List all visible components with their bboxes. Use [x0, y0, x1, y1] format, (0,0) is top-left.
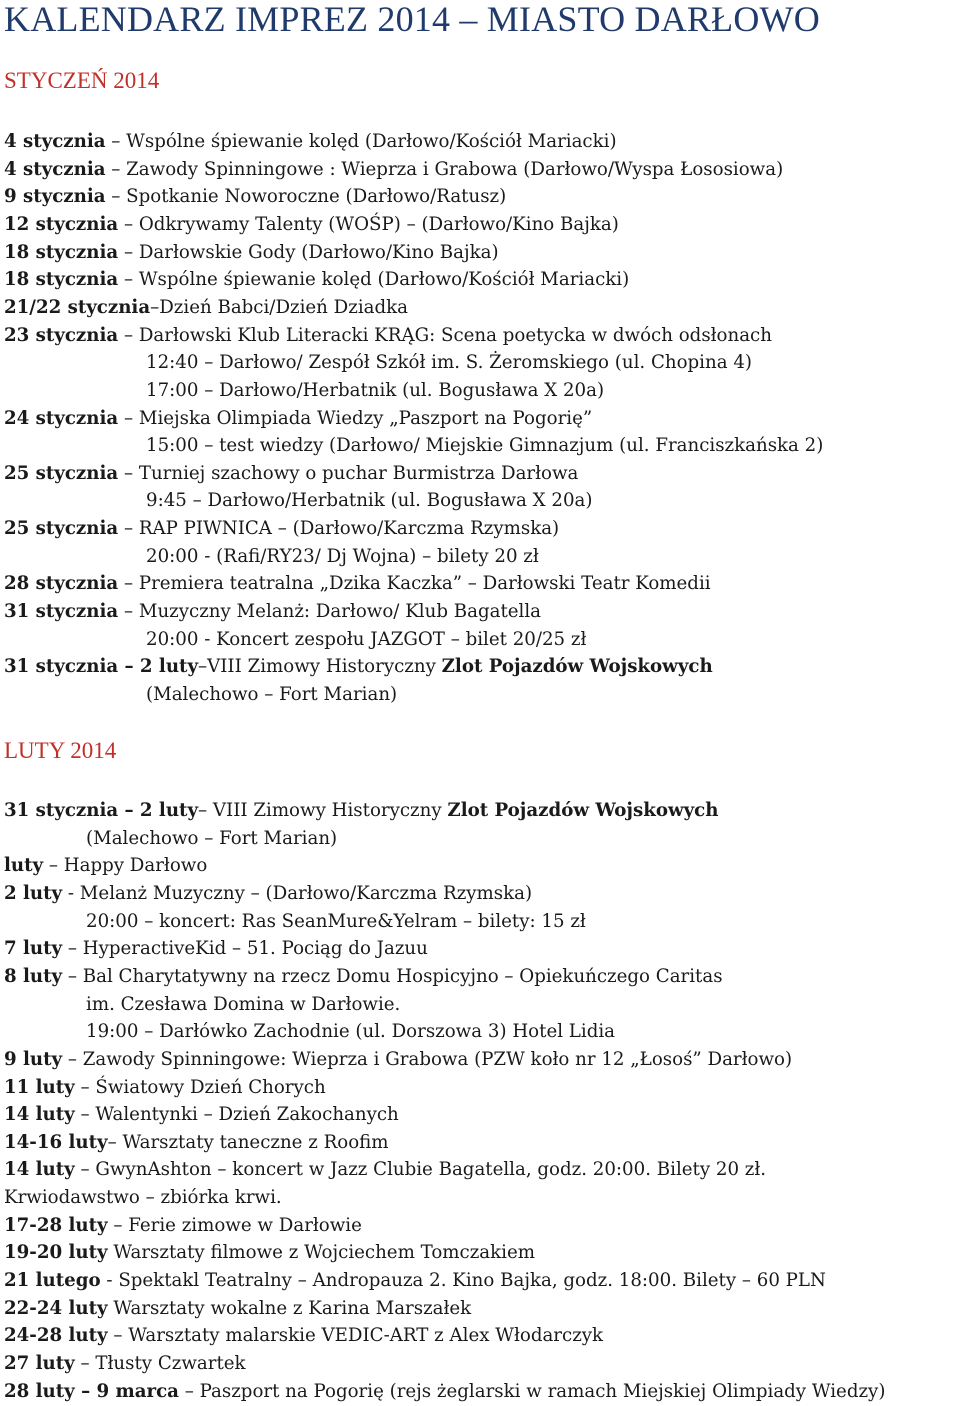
event-line — [4, 966, 723, 988]
event-line — [86, 994, 400, 1016]
event-line — [146, 352, 752, 374]
event-description: 12:40 – Darłowo/ Zespół Szkół im. S. Żeromskiego (ul. Chopina 4) — [146, 352, 752, 374]
event-line — [4, 938, 428, 960]
event-line — [4, 1077, 326, 1099]
event-line — [4, 800, 718, 822]
event-line — [4, 1215, 362, 1237]
event-date: 31 stycznia – 2 luty — [4, 656, 199, 678]
event-description: – Światowy Dzień Chorych — [74, 1076, 326, 1098]
event-line — [4, 883, 532, 905]
event-line — [4, 1242, 535, 1264]
event-date: 4 stycznia — [4, 131, 106, 152]
event-date: 21/22 stycznia — [4, 296, 151, 318]
event-description: – Zawody Spinningowe: Wieprza i Grabowa (PZW koło nr 12 „Łosoś” Darłowo) — [62, 1048, 793, 1070]
event-description: (Malechowo – Fort Marian) — [86, 827, 338, 849]
event-line — [4, 159, 783, 181]
event-date: 9 stycznia — [4, 186, 106, 208]
event-date: 25 stycznia — [4, 462, 119, 484]
event-line — [4, 1270, 826, 1292]
event-line — [4, 518, 559, 540]
event-description: 15:00 – test wiedzy (Darłowo/ Miejskie Gimnazjum (ul. Franciszkańska 2) — [146, 435, 824, 457]
page-title: KALENDARZ IMPREZ 2014 – MIASTO DARŁOWO — [4, 0, 820, 39]
event-description: 17:00 – Darłowo/Herbatnik (ul. Bogusława X 20a) — [146, 379, 605, 401]
event-line — [4, 573, 711, 595]
event-date: 2 luty — [4, 882, 63, 904]
event-line — [4, 297, 408, 319]
event-description: Warsztaty wokalne z Karina Marszałek — [107, 1297, 472, 1319]
event-description: – Wspólne śpiewanie kolęd (Darłowo/Kościół Mariacki) — [118, 269, 630, 291]
event-description: – Premiera teatralna „Dzika Kaczka” – Darłowski Teatr Komedii — [118, 573, 711, 595]
event-description: – RAP PIWNICA – (Darłowo/Karczma Rzymska) — [118, 518, 560, 540]
event-date: 4 stycznia — [4, 158, 106, 180]
event-date: 17-28 luty — [4, 1214, 108, 1236]
event-line — [146, 490, 593, 512]
event-description: - Melanż Muzyczny – (Darłowo/Karczma Rzymska) — [62, 882, 533, 904]
event-date: 7 luty — [4, 938, 63, 960]
event-date: 14 luty — [4, 1104, 75, 1126]
event-description: – Darłowski Klub Literacki KRĄG: Scena poetycka w dwóch odsłonach — [118, 324, 772, 346]
event-description: – Warsztaty taneczne z Roofim — [107, 1131, 389, 1153]
event-line — [146, 435, 823, 457]
event-line — [4, 1049, 792, 1071]
event-date: 28 luty – 9 marca — [4, 1380, 179, 1402]
event-line — [4, 1104, 399, 1126]
event-line — [86, 911, 586, 933]
event-line — [146, 380, 604, 402]
event-date: 25 stycznia — [4, 518, 119, 540]
event-line — [4, 1325, 603, 1347]
event-date: 12 stycznia — [4, 213, 119, 235]
event-line — [4, 186, 506, 208]
event-description: – Wspólne śpiewanie kolęd (Darłowo/Kościół Mariacki) — [105, 131, 617, 152]
event-description: (Malechowo – Fort Marian) — [146, 684, 398, 705]
event-line — [4, 463, 578, 485]
event-description: – Odkrywamy Talenty (WOŚP) – (Darłowo/Kino Bajka) — [118, 213, 619, 235]
event-date: 21 lutego — [4, 1270, 101, 1292]
event-highlight: Zlot Pojazdów Wojskowych — [441, 656, 713, 678]
section-heading: STYCZEŃ 2014 — [4, 68, 160, 93]
event-line — [4, 325, 772, 347]
event-line — [4, 1159, 766, 1181]
event-description: im. Czesława Domina w Darłowie. — [86, 993, 401, 1015]
event-line — [4, 601, 541, 623]
event-line — [4, 242, 499, 264]
event-description: – Paszport na Pogorię (rejs żeglarski w ramach Miejskiej Olimpiady Wiedzy) — [178, 1380, 886, 1402]
event-line — [4, 269, 629, 291]
event-line — [4, 1132, 389, 1154]
event-description: –VIII Zimowy Historyczny — [198, 656, 442, 678]
event-date: 9 luty — [4, 1048, 63, 1070]
event-description: – GwynAshton – koncert w Jazz Clubie Bagatella, godz. 20:00. Bilety 20 zł. — [74, 1159, 767, 1181]
event-description: – Zawody Spinningowe : Wieprza i Grabowa (Darłowo/Wyspa Łososiowa) — [105, 158, 784, 180]
event-line — [4, 131, 617, 153]
event-date: 22-24 luty — [4, 1297, 108, 1319]
event-description: Krwiodawstwo – zbiórka krwi. — [4, 1187, 282, 1209]
event-description: – Turniej szachowy o puchar Burmistrza Darłowa — [118, 462, 579, 484]
event-description: 20:00 - Koncert zespołu JAZGOT – bilet 20/25 zł — [146, 628, 587, 650]
event-description: – Bal Charytatywny na rzecz Domu Hospicyjno – Opiekuńczego Caritas — [62, 965, 723, 987]
section-heading: LUTY 2014 — [4, 738, 117, 763]
event-line — [146, 629, 586, 651]
event-description: – Warsztaty malarskie VEDIC-ART z Alex Włodarczyk — [107, 1325, 604, 1347]
event-description: – VIII Zimowy Historyczny — [198, 800, 448, 821]
event-line — [4, 1353, 246, 1375]
event-line — [4, 656, 713, 678]
event-date: 14-16 luty — [4, 1131, 108, 1153]
event-description: – Darłowskie Gody (Darłowo/Kino Bajka) — [118, 241, 499, 263]
event-date: 31 stycznia – 2 luty — [4, 800, 199, 821]
event-description: –Dzień Babci/Dzień Dziadka — [150, 296, 409, 318]
event-line — [146, 546, 539, 568]
event-date: 28 stycznia — [4, 573, 119, 595]
event-date: 23 stycznia — [4, 324, 119, 346]
event-description: - Spektakl Teatralny – Andropauza 2. Kino Bajka, godz. 18:00. Bilety – 60 PLN — [100, 1270, 826, 1292]
event-date: 18 stycznia — [4, 241, 119, 263]
event-date: 14 luty — [4, 1159, 75, 1181]
event-description: 20:00 – koncert: Ras SeanMure&Yelram – bilety: 15 zł — [86, 910, 586, 932]
event-description: 20:00 - (Rafi/RY23/ Dj Wojna) – bilety 20 zł — [146, 545, 539, 567]
event-line — [4, 855, 207, 877]
event-line — [4, 408, 592, 430]
event-highlight: Zlot Pojazdów Wojskowych — [447, 800, 719, 821]
event-line — [4, 1187, 282, 1209]
event-description: – Walentynki – Dzień Zakochanych — [74, 1104, 399, 1126]
event-description: – Tłusty Czwartek — [74, 1353, 246, 1374]
event-date: 8 luty — [4, 965, 63, 987]
event-description: – Happy Darłowo — [43, 855, 208, 877]
event-description: – Muzyczny Melanż: Darłowo/ Klub Bagatella — [118, 601, 541, 623]
event-line — [86, 828, 337, 850]
event-description: Warsztaty filmowe z Wojciechem Tomczakiem — [107, 1242, 535, 1264]
event-description: – HyperactiveKid – 51. Pociąg do Jazuu — [62, 938, 428, 960]
event-line — [4, 1381, 885, 1403]
event-date: 18 stycznia — [4, 269, 119, 291]
event-description: – Spotkanie Noworoczne (Darłowo/Ratusz) — [105, 186, 507, 208]
event-date: 19-20 luty — [4, 1242, 108, 1264]
event-line — [146, 684, 397, 706]
event-description: 19:00 – Darłówko Zachodnie (ul. Dorszowa 3) Hotel Lidia — [86, 1021, 616, 1043]
event-description: 9:45 – Darłowo/Herbatnik (ul. Bogusława X 20a) — [146, 490, 593, 512]
event-date: 27 luty — [4, 1353, 75, 1374]
event-date: 11 luty — [4, 1076, 75, 1098]
event-line — [4, 1298, 471, 1320]
event-description: – Ferie zimowe w Darłowie — [107, 1214, 362, 1236]
event-date: 31 stycznia — [4, 601, 119, 623]
event-line — [86, 1021, 615, 1043]
event-date: 24 stycznia — [4, 407, 119, 429]
event-date: luty — [4, 855, 44, 877]
event-line — [4, 214, 619, 236]
event-date: 24-28 luty — [4, 1325, 108, 1347]
event-description: – Miejska Olimpiada Wiedzy „Paszport na Pogorię” — [118, 407, 593, 429]
